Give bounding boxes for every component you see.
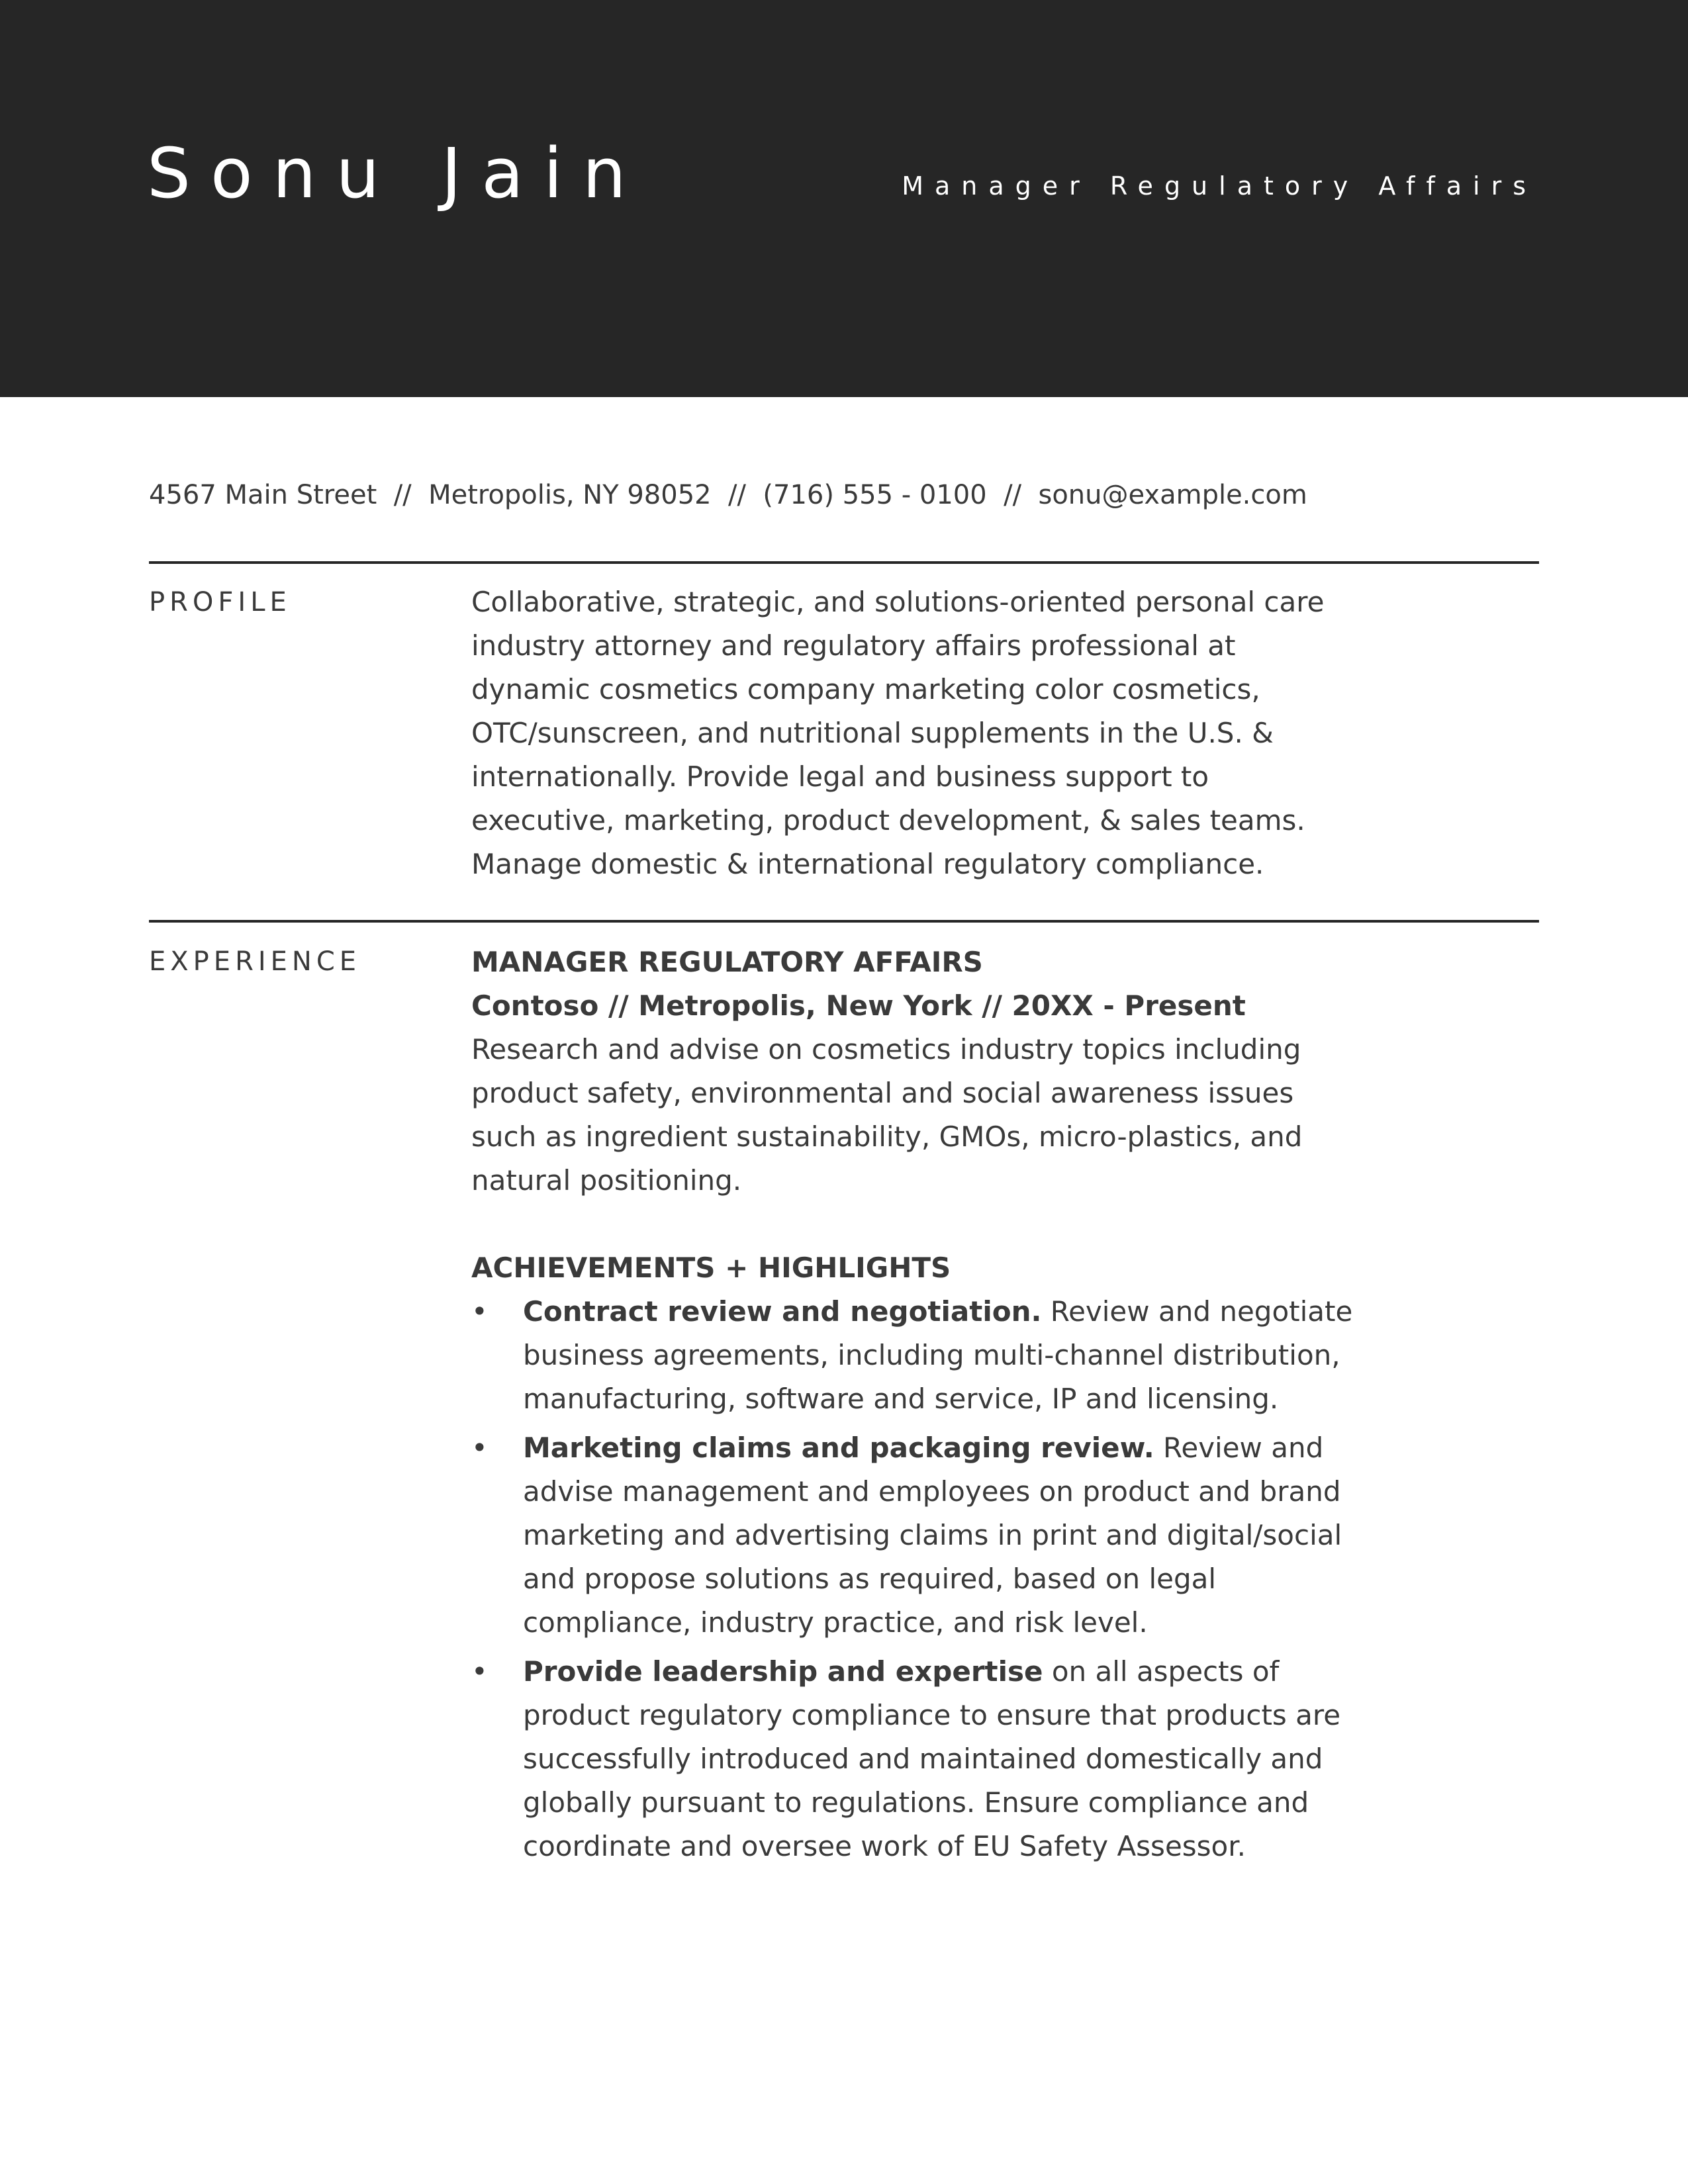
profile-text: Collaborative, strategic, and solutions-oriented personal care industry attorney and regulatory affairs professional at dynamic cosmetics company marketing color cosmetics, OTC/sunscreen, and nutritional supplements in the U.S. & internationally. Provide legal and business support to executive, marketing, product development, & sales teams. Manage domestic & international regulatory compliance. (471, 586, 1325, 880)
achievements-list (471, 1290, 1358, 1868)
list-item (471, 1426, 1358, 1645)
candidate-name: Sonu Jain (147, 133, 646, 214)
achievement-text: Review and negotiate business agreements, including multi-channel distribution, manufacturing, software and service, IP and licensing. (523, 1295, 1353, 1415)
list-item (471, 1290, 1358, 1421)
section-divider-experience (149, 920, 1539, 923)
experience-entry (471, 940, 1358, 1874)
list-item (471, 1650, 1358, 1868)
company-line: Contoso // Metropolis, New York // 20XX - Present (471, 989, 1246, 1022)
job-title: MANAGER REGULATORY AFFAIRS (471, 946, 983, 978)
achievement-lead: Provide leadership and expertise (523, 1655, 1043, 1688)
achievement-lead: Contract review and negotiation. (523, 1295, 1042, 1328)
bullet-icon: • (471, 1655, 488, 1688)
achievement-text: Review and advise management and employees on product and brand marketing and advertising claims in print and digital/social and propose solutions as required, based on legal compliance, industry practice, and risk level. (523, 1432, 1342, 1639)
bullet-icon: • (471, 1432, 488, 1464)
achievement-lead: Marketing claims and packaging review. (523, 1432, 1154, 1464)
profile-heading: PROFILE (149, 587, 291, 617)
header-band (0, 0, 1688, 397)
achievement-text: on all aspects of product regulatory compliance to ensure that products are successfully introduced and maintained domestically and globally pursuant to regulations. Ensure compliance and coordinate and oversee work of EU Safety Assessor. (523, 1655, 1341, 1862)
section-divider-profile (149, 561, 1539, 564)
spacer (471, 1203, 1358, 1246)
achievements-heading: ACHIEVEMENTS + HIGHLIGHTS (471, 1251, 951, 1284)
bullet-icon: • (471, 1295, 488, 1328)
contact-info: 4567 Main Street // Metropolis, NY 98052 // (716) 555 - 0100 // sonu@example.com (149, 480, 1307, 510)
job-description: Research and advise on cosmetics industry topics including product safety, environmental and social awareness issues such as ingredient sustainability, GMOs, micro-plastics, and natural positioning. (471, 1033, 1303, 1197)
experience-heading: EXPERIENCE (149, 946, 361, 977)
candidate-title: Manager Regulatory Affairs (902, 171, 1537, 201)
